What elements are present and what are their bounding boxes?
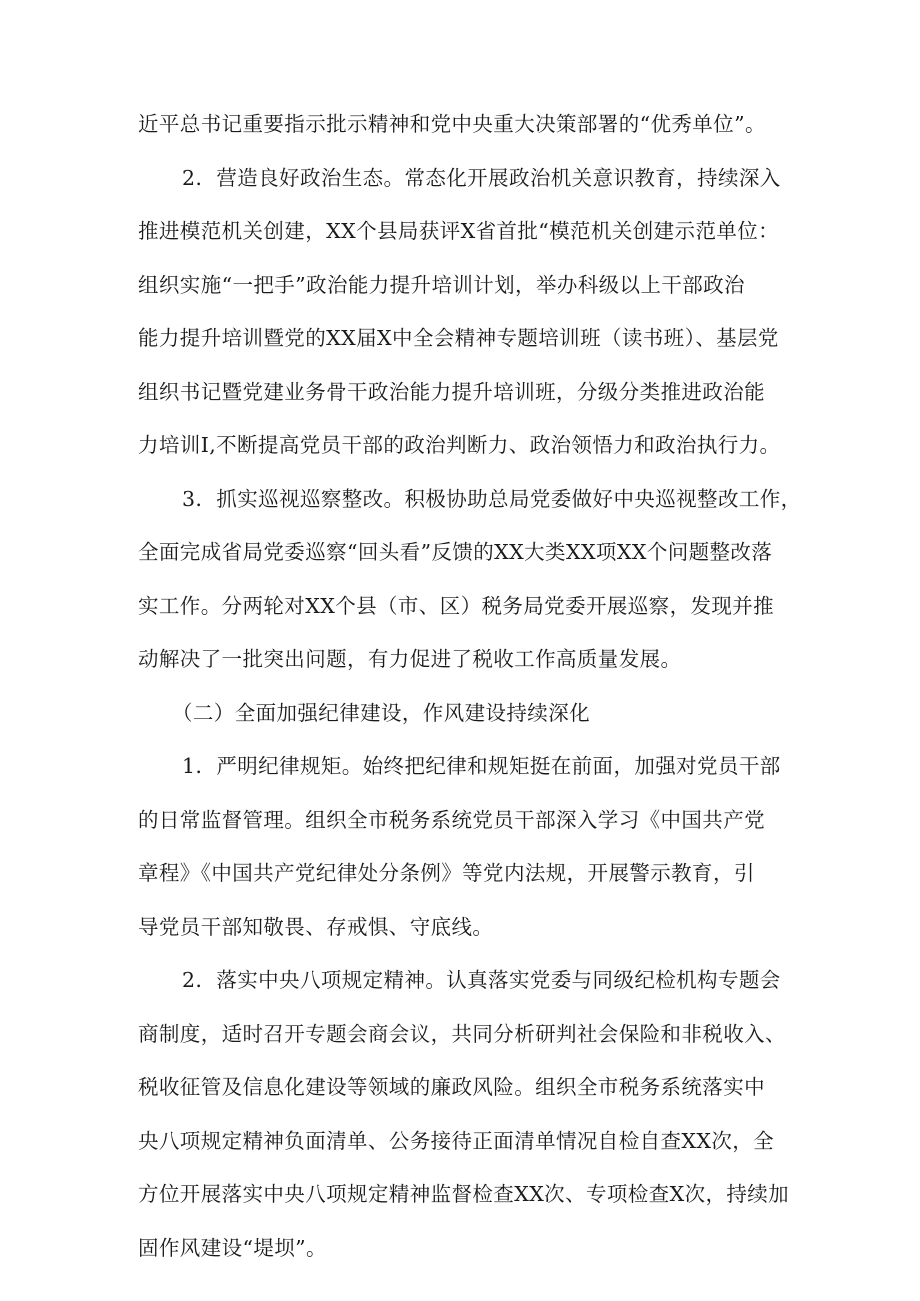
text-line xyxy=(0,372,920,412)
line-text: 能力提升培训暨党的XX届X中全会精神专题培训班（读书班）、基层党 xyxy=(138,326,779,350)
line-text: 组织书记暨党建业务骨干政治能力提升培训班，分级分类推进政治能 xyxy=(138,379,765,404)
line-text: （二）全面加强纪律建设，作风建设持续深化 xyxy=(172,700,590,725)
line-text: 税收征管及信息化建设等领域的廉政风险。组织全市税务系统落实中 xyxy=(138,1075,765,1099)
line-text: 1．严明纪律规矩。始终把纪律和规矩挺在前面，加强对党员干部 xyxy=(182,754,781,778)
text-line xyxy=(0,800,920,840)
line-text: 力培训I,不断提高党员干部的政治判断力、政治领悟力和政治执行力。 xyxy=(138,433,781,457)
text-line xyxy=(0,1067,920,1107)
text-line xyxy=(0,318,920,358)
text-line xyxy=(0,746,920,786)
line-text: 组织实施“一把手”政治能力提升培训计划，举办科级以上干部政治 xyxy=(138,272,745,297)
text-line xyxy=(0,639,920,679)
text-line xyxy=(0,532,920,572)
line-text: 导党员干部知敬畏、存戒惧、守底线。 xyxy=(138,914,494,939)
text-line xyxy=(0,425,920,465)
text-line xyxy=(0,586,920,626)
line-text: 实工作。分两轮对XX个县（市、区）税务局党委开展巡察，发现并推 xyxy=(138,593,775,618)
line-text: 2．营造良好政治生态。常态化开展政治机关意识教育，持续深入 xyxy=(182,165,781,190)
text-line xyxy=(0,1228,920,1268)
line-text: 央八项规定精神负面清单、公务接待正面清单情况自检自查XX次，全 xyxy=(138,1128,775,1153)
line-text: 固作风建设“堤坝”。 xyxy=(138,1235,327,1260)
text-line xyxy=(0,158,920,198)
line-text: 动解决了一批突出问题，有力促进了税收工作高质量发展。 xyxy=(138,647,682,671)
text-line xyxy=(0,1014,920,1054)
text-line xyxy=(0,907,920,947)
text-line xyxy=(0,104,920,144)
text-line xyxy=(0,960,920,1000)
line-text: 全面完成省局党委巡察“回头看”反馈的XX大类XX项XX个问题整改落 xyxy=(138,540,773,564)
text-line xyxy=(0,1121,920,1161)
line-text: 章程》《中国共产党纪律处分条例》等党内法规，开展警示教育，引 xyxy=(138,861,755,885)
text-line xyxy=(0,853,920,893)
line-text: 近平总书记重要指示批示精神和党中央重大决策部署的“优秀单位”。 xyxy=(138,112,766,136)
line-text: 3．抓实巡视巡察整改。积极协助总局党委做好中央巡视整改工作， xyxy=(182,486,802,511)
line-text: 2．落实中央八项规定精神。认真落实党委与同级纪检机构专题会 xyxy=(182,968,781,992)
text-line xyxy=(0,479,920,519)
text-line xyxy=(0,211,920,251)
line-text: 方位开展落实中央八项规定精神监督检查XX次、专项检查X次，持续加 xyxy=(138,1182,790,1206)
line-text: 的日常监督管理。组织全市税务系统党员干部深入学习《中国共产党 xyxy=(138,807,765,832)
line-text: 商制度，适时召开专题会商会议，共同分析研判社会保险和非税收入、 xyxy=(138,1021,786,1046)
text-line xyxy=(0,1174,920,1214)
section-heading xyxy=(0,693,920,733)
text-line xyxy=(0,265,920,305)
line-text: 推进模范机关创建，XX个县局获评X省首批“模范机关创建示范单位： xyxy=(138,219,780,243)
